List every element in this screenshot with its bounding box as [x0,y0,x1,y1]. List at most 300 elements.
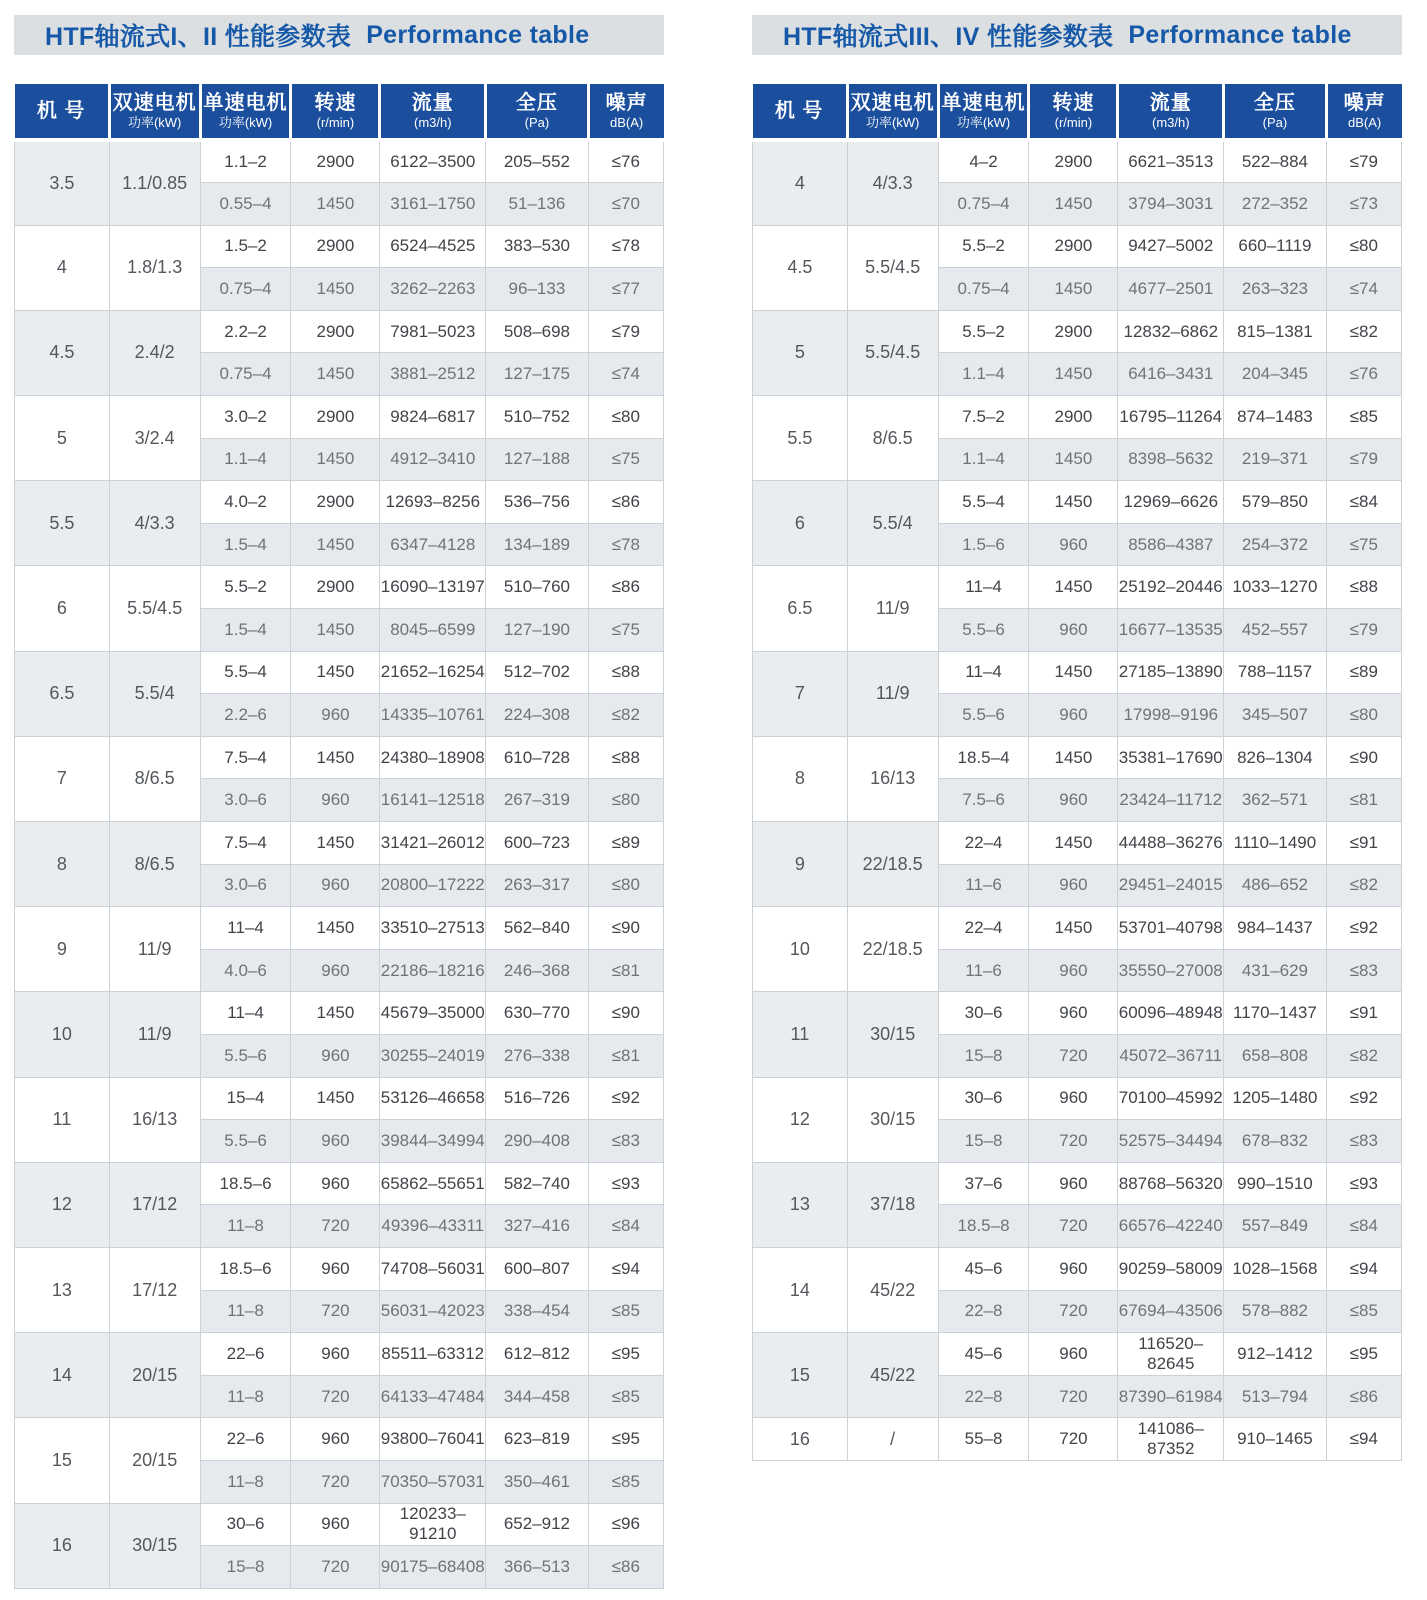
dual-speed-motor-power-cell: 5.5/4 [109,651,200,736]
total-pressure-cell: 246–368 [486,949,589,992]
dual-speed-motor-power-cell: 11/9 [847,566,938,651]
flow-rate-cell: 52575–34494 [1118,1120,1224,1163]
rotation-speed-cell: 1450 [291,736,380,779]
column-header-main: 机 号 [774,100,824,122]
single-speed-motor-power-cell: 15–8 [938,1034,1029,1077]
single-speed-motor-power-cell: 11–4 [938,566,1029,609]
rotation-speed-cell: 1450 [1029,651,1118,694]
single-speed-motor-power-cell: 1.1–4 [938,353,1029,396]
model-number-cell: 4 [15,225,110,310]
single-speed-motor-power-cell: 15–4 [200,1077,291,1120]
rotation-speed-cell: 1450 [291,183,380,226]
total-pressure-cell: 660–1119 [1224,225,1327,268]
flow-rate-cell: 49396–43311 [380,1205,486,1248]
noise-cell: ≤82 [1326,1034,1401,1077]
model-number-cell: 12 [15,1162,110,1247]
total-pressure-cell: 362–571 [1224,779,1327,822]
rotation-speed-cell: 960 [291,1034,380,1077]
table-row [753,1077,1402,1120]
total-pressure-cell: 600–807 [486,1247,589,1290]
total-pressure-cell: 513–794 [1224,1375,1327,1418]
model-number-cell: 9 [753,822,848,907]
total-pressure-cell: 1110–1490 [1224,822,1327,865]
column-header-main: 噪声 [605,92,648,114]
rotation-speed-cell: 960 [1029,1247,1118,1290]
table-row [753,481,1402,524]
table-header [15,84,664,140]
flow-rate-cell: 53126–46658 [380,1077,486,1120]
noise-cell: ≤79 [1326,438,1401,481]
single-speed-motor-power-cell: 7.5–4 [200,822,291,865]
column-header [1326,84,1401,140]
total-pressure-cell: 512–702 [486,651,589,694]
rotation-speed-cell: 960 [1029,694,1118,737]
noise-cell: ≤83 [588,1120,663,1163]
flow-rate-cell: 17998–9196 [1118,694,1224,737]
noise-cell: ≤81 [1326,779,1401,822]
rotation-speed-cell: 1450 [291,268,380,311]
column-header-sub: (m3/h) [413,115,452,130]
dual-speed-motor-power-cell: 17/12 [109,1162,200,1247]
rotation-speed-cell: 1450 [1029,566,1118,609]
rotation-speed-cell: 2900 [291,566,380,609]
flow-rate-cell: 9824–6817 [380,396,486,439]
total-pressure-cell: 912–1412 [1224,1333,1327,1376]
noise-cell: ≤84 [1326,1205,1401,1248]
noise-cell: ≤90 [588,907,663,950]
total-pressure-cell: 350–461 [486,1460,589,1503]
rotation-speed-cell: 1450 [291,438,380,481]
single-speed-motor-power-cell: 18.5–6 [200,1162,291,1205]
noise-cell: ≤86 [1326,1375,1401,1418]
total-pressure-cell: 510–760 [486,566,589,609]
total-pressure-cell: 1033–1270 [1224,566,1327,609]
noise-cell: ≤91 [1326,822,1401,865]
table-row [753,1162,1402,1205]
rotation-speed-cell: 960 [1029,609,1118,652]
model-number-cell: 11 [15,1077,110,1162]
column-header-sub: dB(A) [1347,115,1382,130]
flow-rate-cell: 29451–24015 [1118,864,1224,907]
noise-cell: ≤89 [588,822,663,865]
noise-cell: ≤82 [588,694,663,737]
noise-cell: ≤79 [1326,609,1401,652]
model-number-cell: 6 [753,481,848,566]
single-speed-motor-power-cell: 5.5–2 [200,566,291,609]
flow-rate-cell: 24380–18908 [380,736,486,779]
rotation-speed-cell: 1450 [291,1077,380,1120]
total-pressure-cell: 582–740 [486,1162,589,1205]
table-row [15,1162,664,1205]
header-row [753,84,1402,140]
model-number-cell: 14 [753,1247,848,1332]
flow-rate-cell: 56031–42023 [380,1290,486,1333]
rotation-speed-cell: 1450 [291,907,380,950]
noise-cell: ≤86 [588,481,663,524]
flow-rate-cell: 45072–36711 [1118,1034,1224,1077]
total-pressure-cell: 134–189 [486,523,589,566]
noise-cell: ≤83 [1326,1120,1401,1163]
rotation-speed-cell: 2900 [291,225,380,268]
rotation-speed-cell: 960 [291,1162,380,1205]
total-pressure-cell: 1170–1437 [1224,992,1327,1035]
single-speed-motor-power-cell: 1.1–4 [938,438,1029,481]
noise-cell: ≤84 [588,1205,663,1248]
flow-rate-cell: 23424–11712 [1118,779,1224,822]
table-row [753,310,1402,353]
rotation-speed-cell: 1450 [291,651,380,694]
dual-speed-motor-power-cell: 8/6.5 [109,822,200,907]
rotation-speed-cell: 2900 [1029,140,1118,183]
flow-rate-cell: 4677–2501 [1118,268,1224,311]
rotation-speed-cell: 960 [291,694,380,737]
total-pressure-cell: 366–513 [486,1546,589,1589]
flow-rate-cell: 3161–1750 [380,183,486,226]
flow-rate-cell: 70350–57031 [380,1460,486,1503]
noise-cell: ≤85 [588,1290,663,1333]
flow-rate-cell: 27185–13890 [1118,651,1224,694]
single-speed-motor-power-cell: 22–6 [200,1418,291,1461]
table-row [753,1333,1402,1376]
single-speed-motor-power-cell: 22–8 [938,1290,1029,1333]
rotation-speed-cell: 960 [1029,949,1118,992]
table-row [753,736,1402,779]
rotation-speed-cell: 720 [1029,1120,1118,1163]
table-row [15,1077,664,1120]
flow-rate-cell: 14335–10761 [380,694,486,737]
noise-cell: ≤88 [588,736,663,779]
performance-table [14,84,664,1589]
flow-rate-cell: 16090–13197 [380,566,486,609]
rotation-speed-cell: 1450 [1029,353,1118,396]
single-speed-motor-power-cell: 7.5–4 [200,736,291,779]
noise-cell: ≤70 [588,183,663,226]
model-number-cell: 15 [15,1418,110,1503]
model-number-cell: 5.5 [753,396,848,481]
noise-cell: ≤93 [588,1162,663,1205]
noise-cell: ≤76 [1326,353,1401,396]
flow-rate-cell: 8045–6599 [380,609,486,652]
table-row [15,651,664,694]
model-number-cell: 15 [753,1333,848,1418]
table-row [15,396,664,439]
single-speed-motor-power-cell: 1.1–2 [200,140,291,183]
rotation-speed-cell: 2900 [291,310,380,353]
total-pressure-cell: 623–819 [486,1418,589,1461]
dual-speed-motor-power-cell: 37/18 [847,1162,938,1247]
total-pressure-cell: 127–190 [486,609,589,652]
table-row [753,225,1402,268]
model-number-cell: 3.5 [15,140,110,225]
dual-speed-motor-power-cell: 30/15 [847,1077,938,1162]
noise-cell: ≤79 [588,310,663,353]
model-number-cell: 6 [15,566,110,651]
rotation-speed-cell: 2900 [291,396,380,439]
model-number-cell: 5.5 [15,481,110,566]
flow-rate-cell: 16141–12518 [380,779,486,822]
table-row [753,907,1402,950]
single-speed-motor-power-cell: 4.0–2 [200,481,291,524]
noise-cell: ≤94 [1326,1418,1401,1461]
single-speed-motor-power-cell: 11–4 [200,992,291,1035]
total-pressure-cell: 267–319 [486,779,589,822]
single-speed-motor-power-cell: 5.5–4 [938,481,1029,524]
single-speed-motor-power-cell: 3.0–6 [200,864,291,907]
column-header [1029,84,1118,140]
flow-rate-cell: 67694–43506 [1118,1290,1224,1333]
flow-rate-cell: 9427–5002 [1118,225,1224,268]
table-row [753,566,1402,609]
total-pressure-cell: 431–629 [1224,949,1327,992]
flow-rate-cell: 35550–27008 [1118,949,1224,992]
single-speed-motor-power-cell: 5.5–6 [200,1120,291,1163]
noise-cell: ≤92 [1326,907,1401,950]
flow-rate-cell: 90175–68408 [380,1546,486,1589]
total-pressure-cell: 610–728 [486,736,589,779]
noise-cell: ≤78 [588,523,663,566]
single-speed-motor-power-cell: 0.75–4 [200,268,291,311]
total-pressure-cell: 290–408 [486,1120,589,1163]
table-row [15,736,664,779]
total-pressure-cell: 874–1483 [1224,396,1327,439]
noise-cell: ≤95 [588,1333,663,1376]
noise-cell: ≤82 [1326,310,1401,353]
total-pressure-cell: 127–188 [486,438,589,481]
flow-rate-cell: 25192–20446 [1118,566,1224,609]
table-title-bar [14,15,664,55]
model-number-cell: 11 [753,992,848,1077]
flow-rate-cell: 6122–3500 [380,140,486,183]
noise-cell: ≤85 [1326,396,1401,439]
flow-rate-cell: 70100–45992 [1118,1077,1224,1120]
column-header-main: 流量 [411,92,454,114]
total-pressure-cell: 276–338 [486,1034,589,1077]
rotation-speed-cell: 720 [1029,1205,1118,1248]
column-header-main: 转速 [314,92,357,114]
noise-cell: ≤85 [588,1375,663,1418]
column-header-sub: (Pa) [524,115,550,130]
total-pressure-cell: 600–723 [486,822,589,865]
flow-rate-cell: 6347–4128 [380,523,486,566]
dual-speed-motor-power-cell: 22/18.5 [847,907,938,992]
total-pressure-cell: 1028–1568 [1224,1247,1327,1290]
total-pressure-cell: 452–557 [1224,609,1327,652]
total-pressure-cell: 205–552 [486,140,589,183]
dual-speed-motor-power-cell: 8/6.5 [847,396,938,481]
rotation-speed-cell: 960 [291,779,380,822]
column-header [291,84,380,140]
flow-rate-cell: 85511–63312 [380,1333,486,1376]
column-header-sub: 功率(kW) [127,115,182,130]
noise-cell: ≤75 [588,609,663,652]
single-speed-motor-power-cell: 4.0–6 [200,949,291,992]
noise-cell: ≤88 [1326,566,1401,609]
table-row [15,566,664,609]
total-pressure-cell: 678–832 [1224,1120,1327,1163]
rotation-speed-cell: 720 [1029,1418,1118,1461]
dual-speed-motor-power-cell: 3/2.4 [109,396,200,481]
dual-speed-motor-power-cell: 45/22 [847,1333,938,1418]
table-body [15,140,664,1588]
dual-speed-motor-power-cell: 16/13 [109,1077,200,1162]
single-speed-motor-power-cell: 11–8 [200,1205,291,1248]
column-header-main: 噪声 [1343,92,1386,114]
rotation-speed-cell: 2900 [291,481,380,524]
flow-rate-cell: 12693–8256 [380,481,486,524]
rotation-speed-cell: 1450 [1029,907,1118,950]
model-number-cell: 6.5 [15,651,110,736]
single-speed-motor-power-cell: 0.75–4 [938,183,1029,226]
table-row [15,481,664,524]
model-number-cell: 4 [753,140,848,225]
dual-speed-motor-power-cell: 17/12 [109,1247,200,1332]
table-title-en: Performance table [366,20,590,49]
flow-rate-cell: 30255–24019 [380,1034,486,1077]
dual-speed-motor-power-cell: 20/15 [109,1418,200,1503]
rotation-speed-cell: 720 [291,1290,380,1333]
single-speed-motor-power-cell: 5.5–6 [938,609,1029,652]
total-pressure-cell: 204–345 [1224,353,1327,396]
total-pressure-cell: 51–136 [486,183,589,226]
column-header-sub: (m3/h) [1151,115,1190,130]
flow-rate-cell: 66576–42240 [1118,1205,1224,1248]
single-speed-motor-power-cell: 45–6 [938,1333,1029,1376]
flow-rate-cell: 64133–47484 [380,1375,486,1418]
flow-rate-cell: 44488–36276 [1118,822,1224,865]
performance-table-section-3-4 [752,15,1402,1461]
flow-rate-cell: 7981–5023 [380,310,486,353]
table-row [753,992,1402,1035]
table-body [753,140,1402,1460]
single-speed-motor-power-cell: 1.5–6 [938,523,1029,566]
total-pressure-cell: 344–458 [486,1375,589,1418]
model-number-cell: 13 [15,1247,110,1332]
column-header [15,84,110,140]
single-speed-motor-power-cell: 0.75–4 [938,268,1029,311]
total-pressure-cell: 562–840 [486,907,589,950]
flow-rate-cell: 53701–40798 [1118,907,1224,950]
dual-speed-motor-power-cell: 45/22 [847,1247,938,1332]
noise-cell: ≤74 [588,353,663,396]
noise-cell: ≤86 [588,566,663,609]
column-header-main: 双速电机 [112,92,197,114]
table-title-bar [752,15,1402,55]
total-pressure-cell: 652–912 [486,1503,589,1546]
single-speed-motor-power-cell: 5.5–2 [938,225,1029,268]
flow-rate-cell: 12832–6862 [1118,310,1224,353]
single-speed-motor-power-cell: 11–8 [200,1460,291,1503]
rotation-speed-cell: 960 [1029,779,1118,822]
noise-cell: ≤84 [1326,481,1401,524]
total-pressure-cell: 345–507 [1224,694,1327,737]
rotation-speed-cell: 720 [291,1460,380,1503]
rotation-speed-cell: 960 [1029,1333,1118,1376]
single-speed-motor-power-cell: 30–6 [938,992,1029,1035]
noise-cell: ≤80 [1326,694,1401,737]
model-number-cell: 5 [753,310,848,395]
single-speed-motor-power-cell: 3.0–6 [200,779,291,822]
rotation-speed-cell: 1450 [1029,183,1118,226]
rotation-speed-cell: 1450 [291,992,380,1035]
total-pressure-cell: 254–372 [1224,523,1327,566]
noise-cell: ≤74 [1326,268,1401,311]
rotation-speed-cell: 1450 [1029,481,1118,524]
total-pressure-cell: 1205–1480 [1224,1077,1327,1120]
flow-rate-cell: 6416–3431 [1118,353,1224,396]
flow-rate-cell: 120233–91210 [380,1503,486,1546]
total-pressure-cell: 263–323 [1224,268,1327,311]
rotation-speed-cell: 2900 [1029,310,1118,353]
rotation-speed-cell: 1450 [1029,268,1118,311]
dual-speed-motor-power-cell: 5.5/4.5 [109,566,200,651]
rotation-speed-cell: 960 [291,949,380,992]
rotation-speed-cell: 2900 [1029,225,1118,268]
table-title-zh: HTF轴流式I、II 性能参数表 [45,23,352,51]
noise-cell: ≤82 [1326,864,1401,907]
noise-cell: ≤81 [588,1034,663,1077]
total-pressure-cell: 127–175 [486,353,589,396]
total-pressure-cell: 272–352 [1224,183,1327,226]
noise-cell: ≤91 [1326,992,1401,1035]
single-speed-motor-power-cell: 1.1–4 [200,438,291,481]
column-header-main: 转速 [1052,92,1095,114]
noise-cell: ≤75 [588,438,663,481]
flow-rate-cell: 6621–3513 [1118,140,1224,183]
column-header-main: 全压 [1253,92,1296,114]
noise-cell: ≤78 [588,225,663,268]
flow-rate-cell: 116520–82645 [1118,1333,1224,1376]
single-speed-motor-power-cell: 1.5–4 [200,609,291,652]
total-pressure-cell: 579–850 [1224,481,1327,524]
rotation-speed-cell: 1450 [291,353,380,396]
rotation-speed-cell: 720 [291,1205,380,1248]
flow-rate-cell: 45679–35000 [380,992,486,1035]
flow-rate-cell: 87390–61984 [1118,1375,1224,1418]
column-header-main: 流量 [1149,92,1192,114]
model-number-cell: 4.5 [15,310,110,395]
single-speed-motor-power-cell: 22–8 [938,1375,1029,1418]
noise-cell: ≤94 [588,1247,663,1290]
dual-speed-motor-power-cell: 16/13 [847,736,938,821]
table-row [753,396,1402,439]
flow-rate-cell: 20800–17222 [380,864,486,907]
table-row [753,1418,1402,1461]
noise-cell: ≤92 [588,1077,663,1120]
noise-cell: ≤76 [588,140,663,183]
performance-table [752,84,1402,1461]
single-speed-motor-power-cell: 11–4 [938,651,1029,694]
dual-speed-motor-power-cell: 5.5/4 [847,481,938,566]
total-pressure-cell: 612–812 [486,1333,589,1376]
flow-rate-cell: 60096–48948 [1118,992,1224,1035]
total-pressure-cell: 557–849 [1224,1205,1327,1248]
flow-rate-cell: 16795–11264 [1118,396,1224,439]
model-number-cell: 12 [753,1077,848,1162]
dual-speed-motor-power-cell: 2.4/2 [109,310,200,395]
single-speed-motor-power-cell: 22–4 [938,907,1029,950]
single-speed-motor-power-cell: 2.2–6 [200,694,291,737]
total-pressure-cell: 658–808 [1224,1034,1327,1077]
model-number-cell: 13 [753,1162,848,1247]
dual-speed-motor-power-cell: 8/6.5 [109,736,200,821]
single-speed-motor-power-cell: 5.5–4 [200,651,291,694]
rotation-speed-cell: 960 [291,1503,380,1546]
noise-cell: ≤81 [588,949,663,992]
dual-speed-motor-power-cell: 5.5/4.5 [847,225,938,310]
table-row [15,1503,664,1546]
column-header [753,84,848,140]
single-speed-motor-power-cell: 15–8 [200,1546,291,1589]
